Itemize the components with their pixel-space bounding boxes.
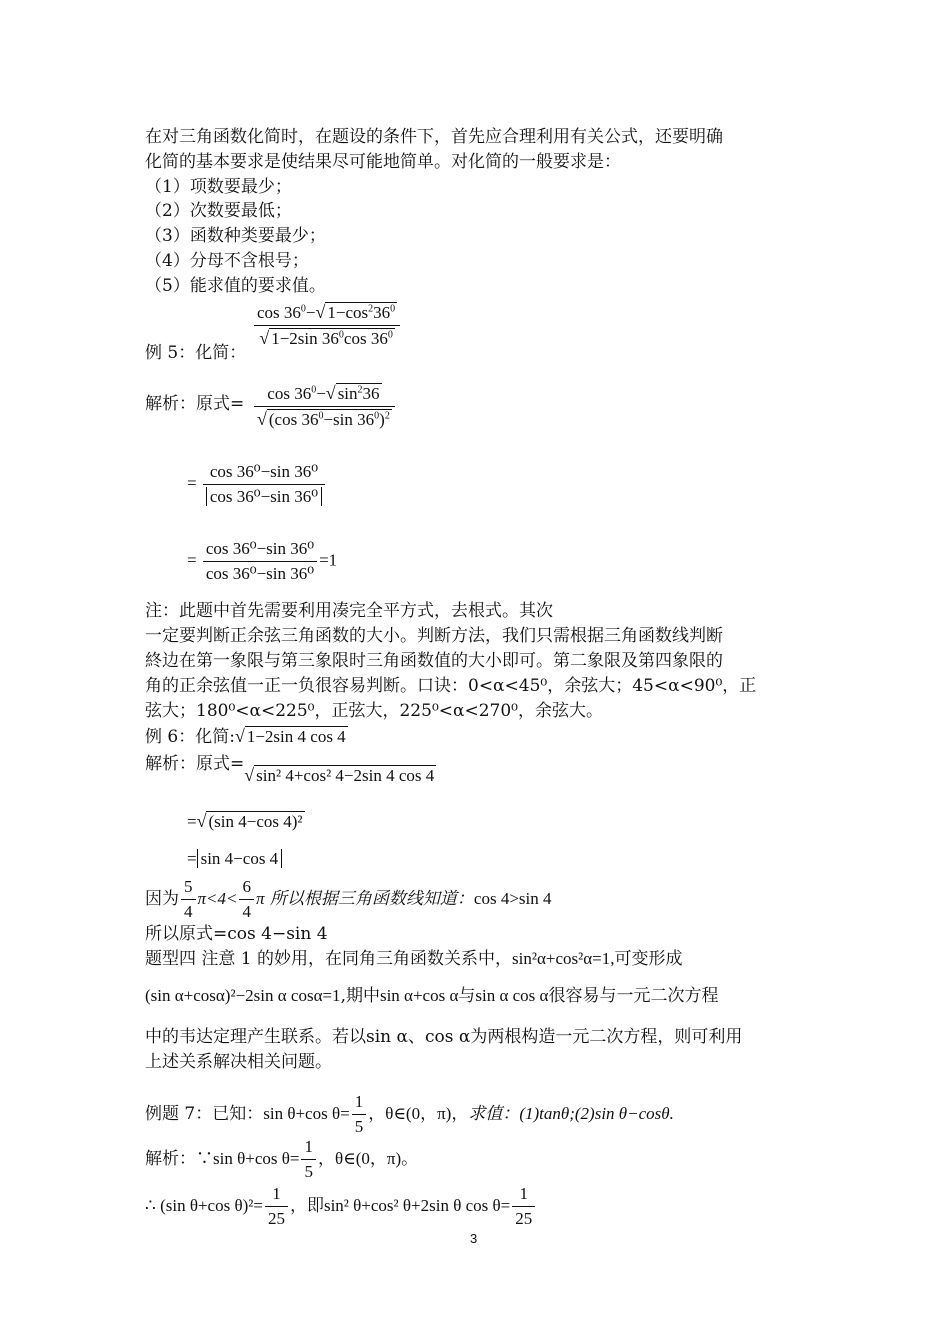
ex7-frac-num: 1	[352, 1090, 367, 1115]
ex6-step-2: (sin 4−cos 4)²	[208, 812, 303, 831]
requirement-item: （4）分母不含根号；	[145, 251, 309, 271]
note-line-5: 弦大；180⁰<α<225⁰，正弦大，225⁰<α<270⁰，余弦大。	[145, 701, 603, 721]
s2-denominator: cos 36⁰−sin 36⁰	[206, 487, 322, 506]
s1-den-b: −sin 36	[323, 410, 375, 429]
requirement-item: （3）函数种类要最少；	[145, 226, 326, 246]
note-line-4: 角的正余弦值一正一负很容易判断。口诀：0<α<45⁰，余弦大；45<α<90⁰，正	[145, 676, 757, 696]
type4-line-1	[145, 948, 682, 970]
product-expr: sin α cos α	[475, 986, 549, 1005]
ex6-step-3: sin 4−cos 4	[197, 849, 283, 868]
pi-symbol: π	[255, 889, 265, 908]
s1-den-c: )	[379, 410, 385, 429]
ex7-last-num: 1	[265, 1182, 288, 1207]
example-5-fraction: $\frac{\cos 36^0-√ 1-\cos^236^0}{√ 1-2\sin 36^0\cos 36^0}$	[252, 300, 402, 351]
ex6-because-line	[145, 875, 552, 924]
ex7-last-den2: 25	[515, 1209, 533, 1228]
ex7-last-b: ，即	[289, 1196, 324, 1216]
page-number: 3	[470, 1231, 478, 1246]
ex6-step-2-line: =√ (sin 4−cos 4)²	[187, 811, 303, 831]
frac-6-num: 6	[239, 875, 254, 900]
type4-text-a: 题型四 注意 1 的妙用，在同角三角函数关系中，	[145, 949, 513, 969]
type4-text-b: ,期中	[340, 986, 380, 1006]
ex5-num-a: cos 36	[257, 303, 301, 322]
example-5-label: 例 5：化简：	[145, 343, 247, 363]
ex7-solution	[145, 1135, 418, 1184]
identity: sin²α+cos²α=1,	[512, 949, 615, 968]
pi-lt-4: π<4<	[197, 889, 238, 908]
ex7-sol-c: ，θ∈(0，π)。	[317, 1149, 419, 1168]
example-6-label: 例 6：化简:√ 1−2sin 4 cos 4	[145, 726, 346, 747]
ex6-result: 所以原式=cos 4−sin 4	[145, 924, 328, 944]
type4-text-f: 很容易与一元二次方程	[548, 986, 719, 1006]
ex5-step-1: $\frac{\cos 36^0-√ \sin^236}{√ (\cos 36^0-\sin 36^0)^2}$	[252, 381, 397, 432]
ex6-step-3-line	[187, 848, 282, 870]
ex6-solution-label: 解析：原式=	[145, 754, 245, 774]
frac-5-den: 4	[184, 902, 193, 921]
ex7-sol-frac-den: 5	[304, 1162, 313, 1181]
example-7	[145, 1090, 674, 1139]
ex7-frac-den: 5	[354, 1117, 364, 1136]
equals-sign: =	[187, 812, 197, 831]
ex5-num-c: 36	[373, 303, 391, 322]
ex6-solution: 解析：原式=√ sin² 4+cos² 4−2sin 4 cos 4	[145, 754, 435, 785]
frac-6-den: 4	[242, 902, 251, 921]
intro-line-2: 化简的基本要求是使结果尽可能地简单。对化简的一般要求是：	[145, 152, 621, 172]
ex7-cond-b: ，θ∈(0，π)，	[368, 1104, 469, 1123]
requirement-item: （2）次数要最低；	[145, 201, 292, 221]
ex7-sol-b: sin θ+cos θ=	[213, 1149, 300, 1168]
ex7-last-a: ∴ (sin θ+cos θ)²=	[145, 1196, 263, 1215]
s1-num-b: sin	[337, 384, 358, 403]
ex6-expr: 1−2sin 4 cos 4	[246, 727, 346, 746]
note-line-1: 注：此题中首先需要利用凑完全平方式，去根式。其次	[145, 601, 553, 621]
s1-num-a: cos 36	[267, 384, 312, 403]
identity-squared: (sin α+cosα)²−2sin α cosα=1	[145, 986, 341, 1005]
note-line-2: 一定要判断正余弦三角函数的大小。判断方法，我们只需根据三角函数线判断	[145, 626, 723, 646]
ex7-ask: 求值：(1)tanθ;(2)sin θ−cosθ.	[468, 1104, 674, 1123]
ex6-label-text: 例 6：化简:	[145, 727, 235, 747]
s3-denominator: cos 36⁰−sin 36⁰	[205, 564, 315, 583]
ex7-last-den: 25	[267, 1209, 285, 1228]
equals-sign: =	[187, 550, 197, 570]
requirement-item: （1）项数要最少；	[145, 177, 292, 197]
s2-numerator: cos 36⁰−sin 36⁰	[203, 460, 325, 485]
ex6-step-1: sin² 4+cos² 4−2sin 4 cos 4	[256, 766, 435, 785]
type4-line-2	[145, 985, 718, 1007]
cos-gt-sin: cos 4>sin 4	[473, 889, 552, 908]
ex7-last-c: sin² θ+cos² θ+2sin θ cos θ=	[323, 1196, 511, 1215]
type4-and: 与	[458, 986, 476, 1006]
intro-line-1: 在对三角函数化简时，在题设的条件下，首先应合理利用有关公式，还要明确	[145, 127, 723, 147]
ex7-cond: sin θ+cos θ=	[263, 1104, 350, 1123]
ex5-den-a: 1−2sin 36	[271, 329, 339, 348]
equals-one: =1	[319, 550, 338, 570]
requirement-item: （5）能求值的要求值。	[145, 276, 326, 296]
s3-numerator: cos 36⁰−sin 36⁰	[203, 537, 317, 562]
ex5-step-3	[187, 537, 337, 586]
s1-den-a: (cos 36	[268, 410, 319, 429]
ex5-solution-label: 解析：原式=	[145, 394, 245, 414]
frac-5-num: 5	[181, 875, 196, 900]
equals-sign: =	[187, 849, 197, 868]
type4-text-c: 可变形成	[614, 949, 683, 969]
because-text: 因为	[145, 889, 179, 909]
ex7-sol-label: 解析：∵	[145, 1149, 213, 1169]
ex5-den-b: cos 36	[343, 329, 388, 348]
ex7-sol-frac-num: 1	[301, 1135, 316, 1160]
therefore-text: 所以根据三角函数线知道：	[269, 889, 474, 909]
type4-line-3: 中的韦达定理产生联系。若以sin α、cos α为两根构造一元二次方程，则可利用	[145, 1027, 743, 1047]
ex5-num-b: 1−cos	[327, 303, 369, 322]
ex7-last-num2: 1	[512, 1182, 535, 1207]
equals-sign: =	[187, 473, 197, 493]
s1-num-c: 36	[362, 384, 380, 403]
ex7-last-line	[145, 1182, 537, 1231]
sum-expr: sin α+cos α	[379, 986, 459, 1005]
ex7-label: 例题 7：已知：	[145, 1104, 264, 1124]
type4-line-4: 上述关系解决相关问题。	[145, 1052, 332, 1072]
note-line-3: 終边在第一象限与第三象限时三角函数值的大小即可。第二象限及第四象限的	[145, 651, 723, 671]
ex5-step-2	[187, 460, 327, 509]
